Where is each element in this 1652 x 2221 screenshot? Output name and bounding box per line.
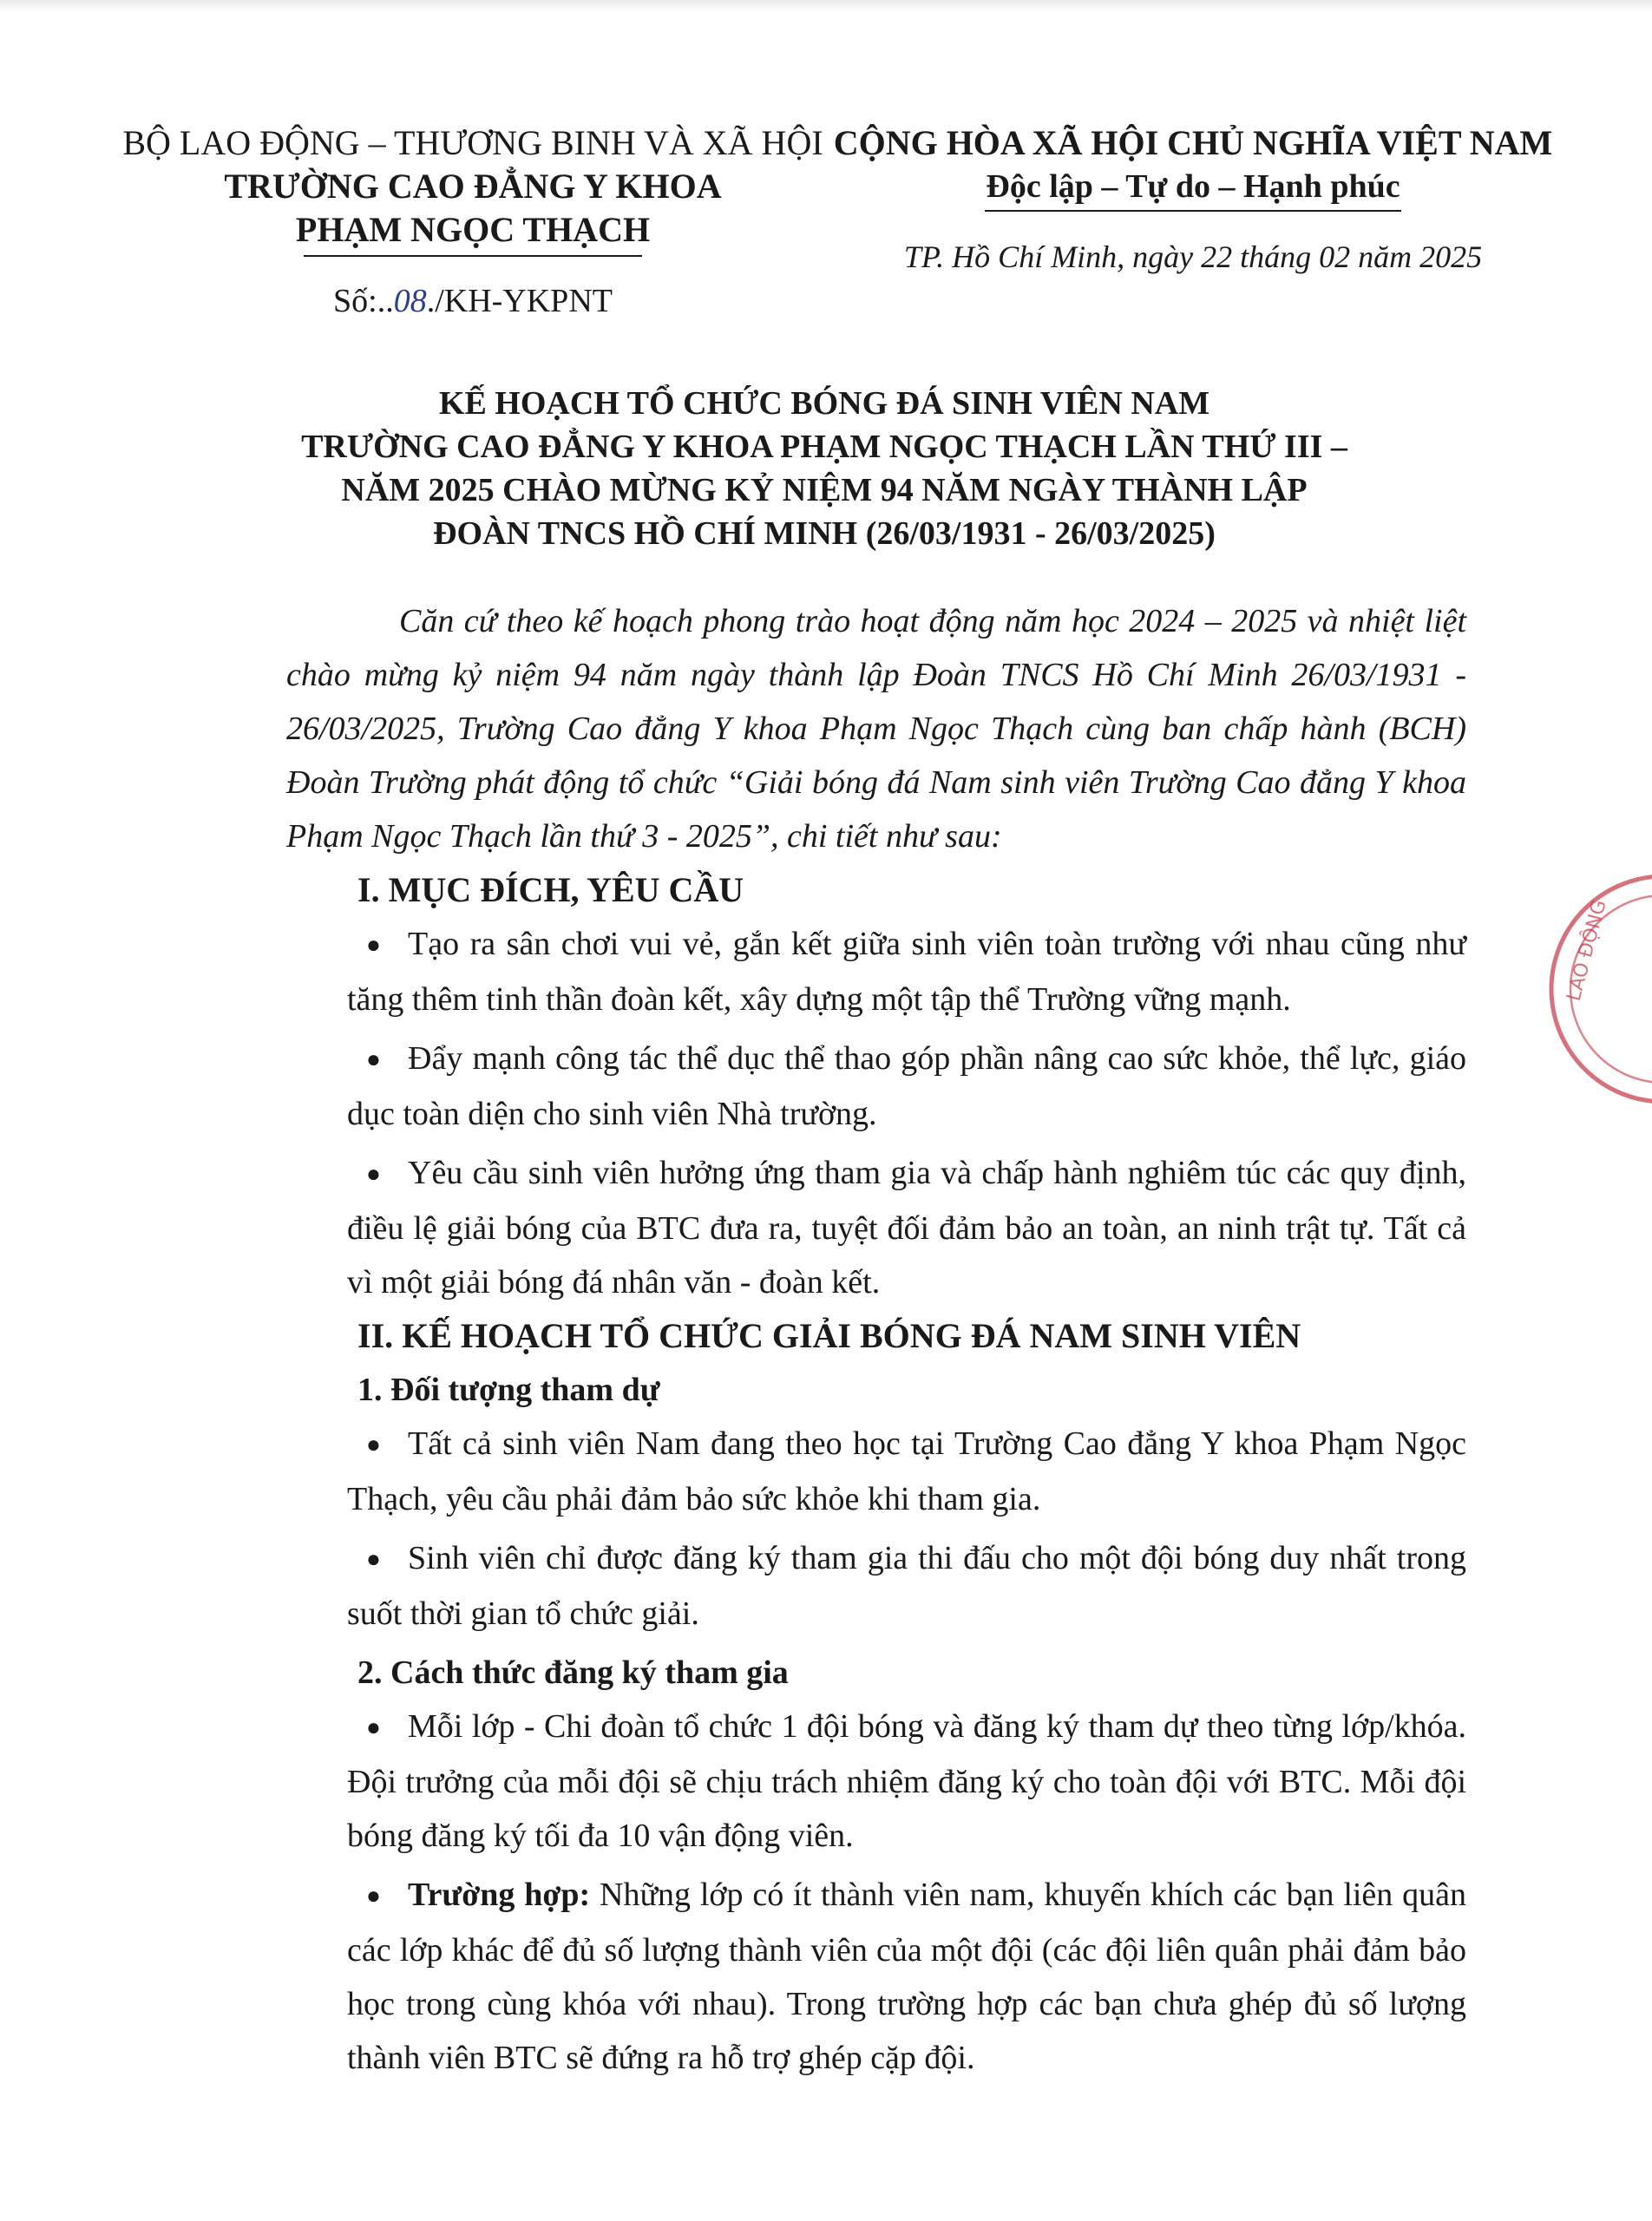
bullet-icon: ● [366,1432,381,1458]
intro-paragraph: Căn cứ theo kế hoạch phong trào hoạt động năm học 2024 – 2025 và nhiệt liệt chào mừng kỷ niệm 94 năm ngày thành lập Đoàn TNCS Hồ Chí Minh 26/03/1931 - 26/03/2025, Trường Cao đẳng Y khoa Phạm Ngọc Thạch cùng ban chấp hành (BCH) Đoàn Trường phát động tổ chức “Giải bóng đá Nam sinh viên Trường Cao đẳng Y khoa Phạm Ngọc Thạch lần thứ 3 - 2025”, chi tiết như sau: [286,603,1466,855]
ministry-name: BỘ LAO ĐỘNG – THƯƠNG BINH VÀ XÃ HỘI [122,123,823,162]
school-name-line1: TRƯỜNG CAO ĐẲNG Y KHOA [224,167,722,206]
title-line: ĐOÀN TNCS HỒ CHÍ MINH (26/03/1931 - 26/03/2025) [433,515,1216,552]
bullet-paragraph [347,1531,1466,1641]
nation-name: CỘNG HÒA XÃ HỘI CHỦ NGHĨA VIỆT NAM [833,123,1553,162]
bullet-paragraph [347,1700,1466,1863]
bullet-icon: ● [366,1546,381,1573]
section-heading: II. KẾ HOẠCH TỔ CHỨC GIẢI BÓNG ĐÁ NAM SINH VIÊN [357,1316,1301,1355]
bullet-icon: ● [366,932,381,959]
bullet-paragraph [347,917,1466,1026]
bullet-paragraph [347,1032,1466,1141]
school-name-line2: PHẠM NGỌC THẠCH [295,210,651,249]
scan-edge [0,0,1652,12]
title-line: NĂM 2025 CHÀO MỪNG KỶ NIỆM 94 NĂM NGÀY THÀNH LẬP [341,472,1308,508]
bullet-paragraph [347,1146,1466,1309]
document-title [121,382,1527,555]
bullet-paragraph [347,1868,1466,2085]
subsection-heading: 1. Đối tượng tham dự [357,1372,660,1408]
national-motto: Độc lập – Tự do – Hạnh phúc [986,168,1400,205]
number-suffix: ./KH-YKPNT [426,283,613,319]
issuer-underline [304,255,642,257]
bullet-label: Trường hợp: [408,1877,591,1913]
number-prefix: Số:.. [333,283,394,319]
section-heading: I. MỤC ĐÍCH, YÊU CẦU [357,870,744,909]
bullet-text: Đẩy mạnh công tác thể dục thể thao góp phần nâng cao sức khỏe, thể lực, giáo dục toàn diện cho sinh viên Nhà trường. [347,1040,1466,1132]
bullet-icon: ● [366,1883,381,1910]
bullet-text: Những lớp có ít thành viên nam, khuyến khích các bạn liên quân các lớp khác để đủ số lượng thành viên của một đội (các đội liên quân phải đảm bảo học trong cùng khóa với nhau). Trong trường hợp các bạn chưa ghép đủ số lượng thành viên BTC sẽ đứng ra hỗ trợ ghép cặp đội. [347,1877,1466,2076]
bullet-text: Yêu cầu sinh viên hưởng ứng tham gia và chấp hành nghiêm túc các quy định, điều lệ giải bóng của BTC đưa ra, tuyệt đối đảm bảo an toàn, an ninh trật tự. Tất cả vì một giải bóng đá nhân văn - đoàn kết. [347,1155,1466,1300]
document-number [121,279,824,323]
red-seal-stamp-icon [1534,859,1652,1119]
bullet-text: Sinh viên chỉ được đăng ký tham gia thi đấu cho một đội bóng duy nhất trong suốt thời gian tổ chức giải. [347,1540,1466,1632]
bullet-text: Tạo ra sân chơi vui vẻ, gắn kết giữa sinh viên toàn trường với nhau cũng như tăng thêm tinh thần đoàn kết, xây dựng một tập thể Trường vững mạnh. [347,926,1466,1018]
number-handwritten: 08 [393,283,427,319]
bullet-paragraph [347,1417,1466,1526]
document-date: TP. Hồ Chí Minh, ngày 22 tháng 02 năm 2025 [903,239,1483,274]
issuer-header [121,121,824,323]
document-body [286,594,1466,2085]
title-line: KẾ HOẠCH TỔ CHỨC BÓNG ĐÁ SINH VIÊN NAM [438,385,1210,422]
title-line: TRƯỜNG CAO ĐẲNG Y KHOA PHẠM NGỌC THẠCH LẦN THỨ III – [301,429,1347,465]
national-header [833,121,1553,278]
svg-text:LAO ĐỘNG: LAO ĐỘNG [1563,897,1611,1004]
subsection-heading: 2. Cách thức đăng ký tham gia [357,1654,789,1691]
bullet-text: Mỗi lớp - Chi đoàn tổ chức 1 đội bóng và đăng ký tham dự theo từng lớp/khóa. Đội trưởng của mỗi đội sẽ chịu trách nhiệm đăng ký cho toàn đội với BTC. Mỗi đội bóng đăng ký tối đa 10 vận động viên. [347,1708,1466,1854]
bullet-icon: ● [366,1161,381,1188]
bullet-icon: ● [366,1714,381,1741]
motto-underline [985,210,1401,212]
bullet-icon: ● [366,1046,381,1073]
bullet-text: Tất cả sinh viên Nam đang theo học tại Trường Cao đẳng Y khoa Phạm Ngọc Thạch, yêu cầu phải đảm bảo sức khỏe khi tham gia. [347,1425,1466,1517]
